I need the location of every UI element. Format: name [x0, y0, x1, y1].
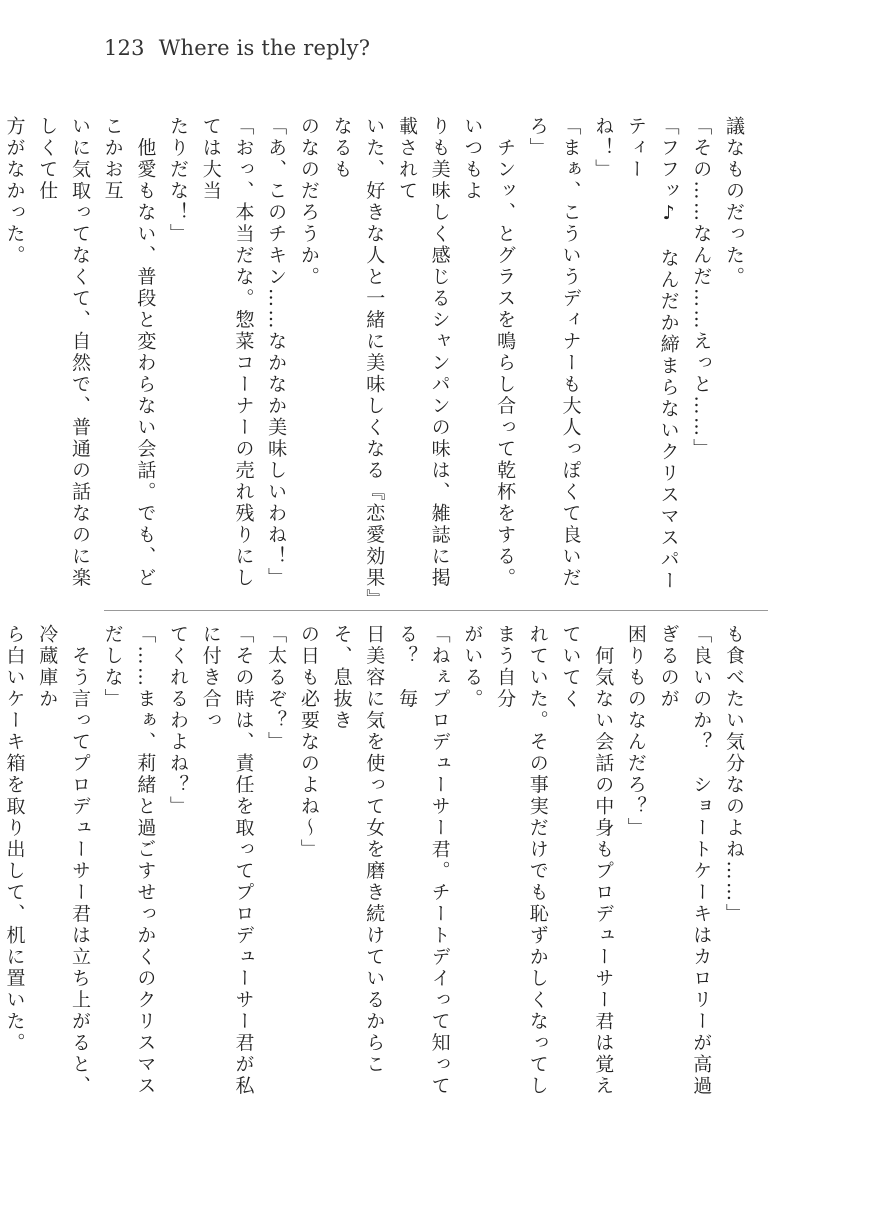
text-line: 「ねぇプロデューサー君。チートデイって知ってる？ 毎	[395, 624, 451, 1097]
text-line: てくれるわよね？」	[167, 624, 190, 818]
top-text-block	[3, 116, 750, 606]
text-line: 「その……なんだ……えっと……」	[690, 116, 713, 460]
text-line: いに気取ってなくて、自然で、普通の話なのに楽しくて仕	[36, 116, 91, 589]
text-line: の日も必要なのよね～」	[297, 624, 320, 861]
text-line: 「おっ、本当だな。惣菜コーナーの売れ残りにしては大当	[199, 116, 255, 589]
text-line: 「フフッ♪ なんだか締まらないクリスマスパーティー	[624, 116, 680, 592]
text-line: りも美味しく感じるシャンパンの味は、雑誌に掲載されて	[395, 116, 451, 589]
text-line: 「太るぞ？」	[265, 624, 288, 753]
text-line: 「まぁ、こういうディナーも大人っぽくて良いだろ」	[526, 116, 582, 589]
text-line: そう言ってプロデューサー君は立ち上がると、冷蔵庫か	[36, 624, 91, 1097]
text-line: がいる。	[461, 624, 484, 710]
text-line: 困りものなんだろ？」	[624, 624, 647, 839]
text-line: のなのだろうか。	[297, 116, 320, 288]
page-header	[104, 36, 370, 60]
text-line: ら白いケーキ箱を取り出して、机に置いた。	[3, 624, 26, 1054]
text-line: 「その時は、責任を取ってプロデューサー君が私に付き合っ	[199, 624, 255, 1097]
block-divider	[104, 610, 768, 611]
text-line: 議なものだった。	[723, 116, 745, 288]
page-number: 123	[104, 36, 145, 60]
text-line: たりだな！」	[167, 116, 190, 245]
text-line: 他愛もない、普段と変わらない会話。でも、どこかお互	[101, 116, 157, 589]
text-line: 方がなかった。	[3, 116, 26, 267]
text-line: れていた。その事実だけでも恥ずかしくなってしまう自分	[494, 624, 549, 1097]
text-line: ね！」	[592, 116, 615, 181]
text-line: いた、好きな人と一緒に美味しくなる『恋愛効果』なるも	[330, 116, 386, 601]
text-line: チンッ、とグラスを鳴らし合って乾杯をする。いつもよ	[461, 116, 517, 589]
text-line: 「あ、このチキン……なかなか美味しいわね！」	[265, 116, 288, 589]
text-line: 何気ない会話の中身もプロデューサー君は覚えていてく	[559, 624, 615, 1097]
text-line: 「……まぁ、莉緒と過ごすせっかくのクリスマスだしな」	[101, 624, 157, 1097]
text-line: 「良いのか？ ショートケーキはカロリーが高過ぎるのが	[657, 624, 713, 1097]
text-line: 日美容に気を使って女を磨き続けているからこそ、息抜き	[330, 624, 386, 1076]
chapter-title: Where is the reply?	[158, 36, 371, 60]
bottom-text-block	[3, 624, 750, 1110]
text-line: も食べたい気分なのよね……」	[723, 624, 745, 925]
